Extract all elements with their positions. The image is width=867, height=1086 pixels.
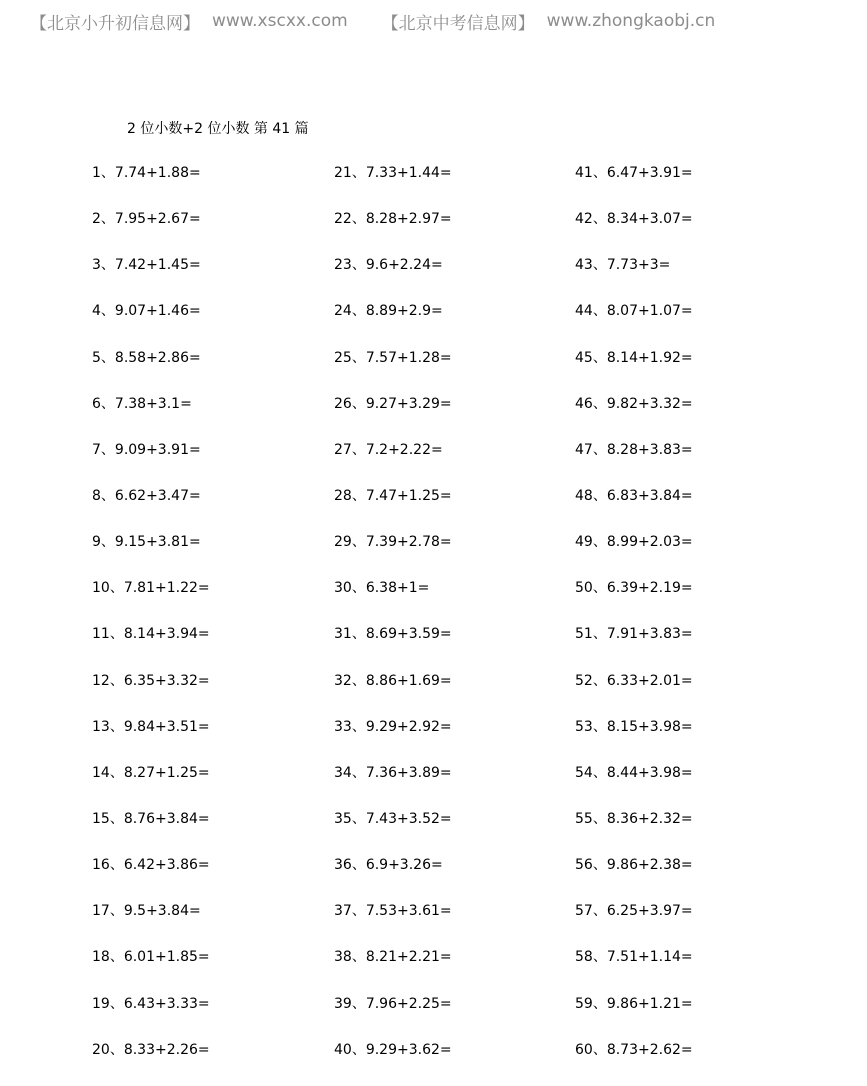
problem-item: 30、6.38+1= [334,580,430,597]
problem-item: 4、9.07+1.46= [92,303,201,320]
problem-item: 15、8.76+3.84= [92,810,210,827]
problem-item: 5、8.58+2.86= [92,349,201,366]
problem-item: 13、9.84+3.51= [92,718,210,735]
problem-item: 3、7.42+1.45= [92,257,201,274]
problem-column-3 [575,163,775,1086]
problem-item: 28、7.47+1.25= [334,487,452,504]
problem-item: 26、9.27+3.29= [334,395,452,412]
problem-item: 36、6.9+3.26= [334,857,443,874]
problem-item: 42、8.34+3.07= [575,211,693,228]
problem-item: 39、7.96+2.25= [334,995,452,1012]
problem-item: 40、9.29+3.62= [334,1041,452,1058]
problem-item: 7、9.09+3.91= [92,441,201,458]
problem-item: 48、6.83+3.84= [575,487,693,504]
problem-item: 18、6.01+1.85= [92,949,210,966]
header-site2-url: www.zhongkaobj.cn [546,11,716,31]
problem-item: 9、9.15+3.81= [92,534,201,551]
page-header [30,10,715,32]
problem-item: 54、8.44+3.98= [575,764,693,781]
problem-item: 25、7.57+1.28= [334,349,452,366]
problem-item: 23、9.6+2.24= [334,257,443,274]
problem-item: 11、8.14+3.94= [92,626,210,643]
problem-item: 22、8.28+2.97= [334,211,452,228]
problem-item: 1、7.74+1.88= [92,165,201,181]
problem-item: 6、7.38+3.1= [92,395,192,412]
problem-item: 43、7.73+3= [575,257,671,274]
problem-item: 50、6.39+2.19= [575,580,693,597]
worksheet-title: 2 位小数+2 位小数 第 41 篇 [127,121,309,137]
problem-item: 41、6.47+3.91= [575,165,693,181]
problem-column-1 [92,163,334,1086]
problem-item: 53、8.15+3.98= [575,718,693,735]
problem-item: 29、7.39+2.78= [334,534,452,551]
problem-item: 14、8.27+1.25= [92,764,210,781]
problem-item: 46、9.82+3.32= [575,395,693,412]
problem-item: 57、6.25+3.97= [575,903,693,920]
problem-item: 33、9.29+2.92= [334,718,452,735]
problem-item: 47、8.28+3.83= [575,441,693,458]
problem-item: 51、7.91+3.83= [575,626,693,643]
problem-item: 24、8.89+2.9= [334,303,443,320]
problem-item: 52、6.33+2.01= [575,672,693,689]
header-site2-name: 【北京中考信息网】 [381,13,535,34]
header-site1-name: 【北京小升初信息网】 [30,13,200,34]
problem-item: 34、7.36+3.89= [334,764,452,781]
problem-item: 21、7.33+1.44= [334,165,452,181]
problem-item: 27、7.2+2.22= [334,441,443,458]
problem-item: 38、8.21+2.21= [334,949,452,966]
problem-item: 35、7.43+3.52= [334,810,452,827]
problem-item: 16、6.42+3.86= [92,857,210,874]
problem-item: 55、8.36+2.32= [575,810,693,827]
problem-grid [92,163,775,1086]
problem-item: 45、8.14+1.92= [575,349,693,366]
problem-item: 17、9.5+3.84= [92,903,201,920]
problem-item: 31、8.69+3.59= [334,626,452,643]
problem-item: 58、7.51+1.14= [575,949,693,966]
problem-item: 2、7.95+2.67= [92,211,201,228]
header-site1-url: www.xscxx.com [212,11,348,31]
problem-item: 44、8.07+1.07= [575,303,693,320]
problem-column-2 [334,163,575,1086]
problem-item: 12、6.35+3.32= [92,672,210,689]
problem-item: 19、6.43+3.33= [92,995,210,1012]
problem-item: 20、8.33+2.26= [92,1041,210,1058]
problem-item: 32、8.86+1.69= [334,672,452,689]
problem-item: 37、7.53+3.61= [334,903,452,920]
problem-item: 60、8.73+2.62= [575,1041,693,1058]
problem-item: 10、7.81+1.22= [92,580,210,597]
problem-item: 59、9.86+1.21= [575,995,693,1012]
problem-item: 56、9.86+2.38= [575,857,693,874]
problem-item: 49、8.99+2.03= [575,534,693,551]
problem-item: 8、6.62+3.47= [92,487,201,504]
